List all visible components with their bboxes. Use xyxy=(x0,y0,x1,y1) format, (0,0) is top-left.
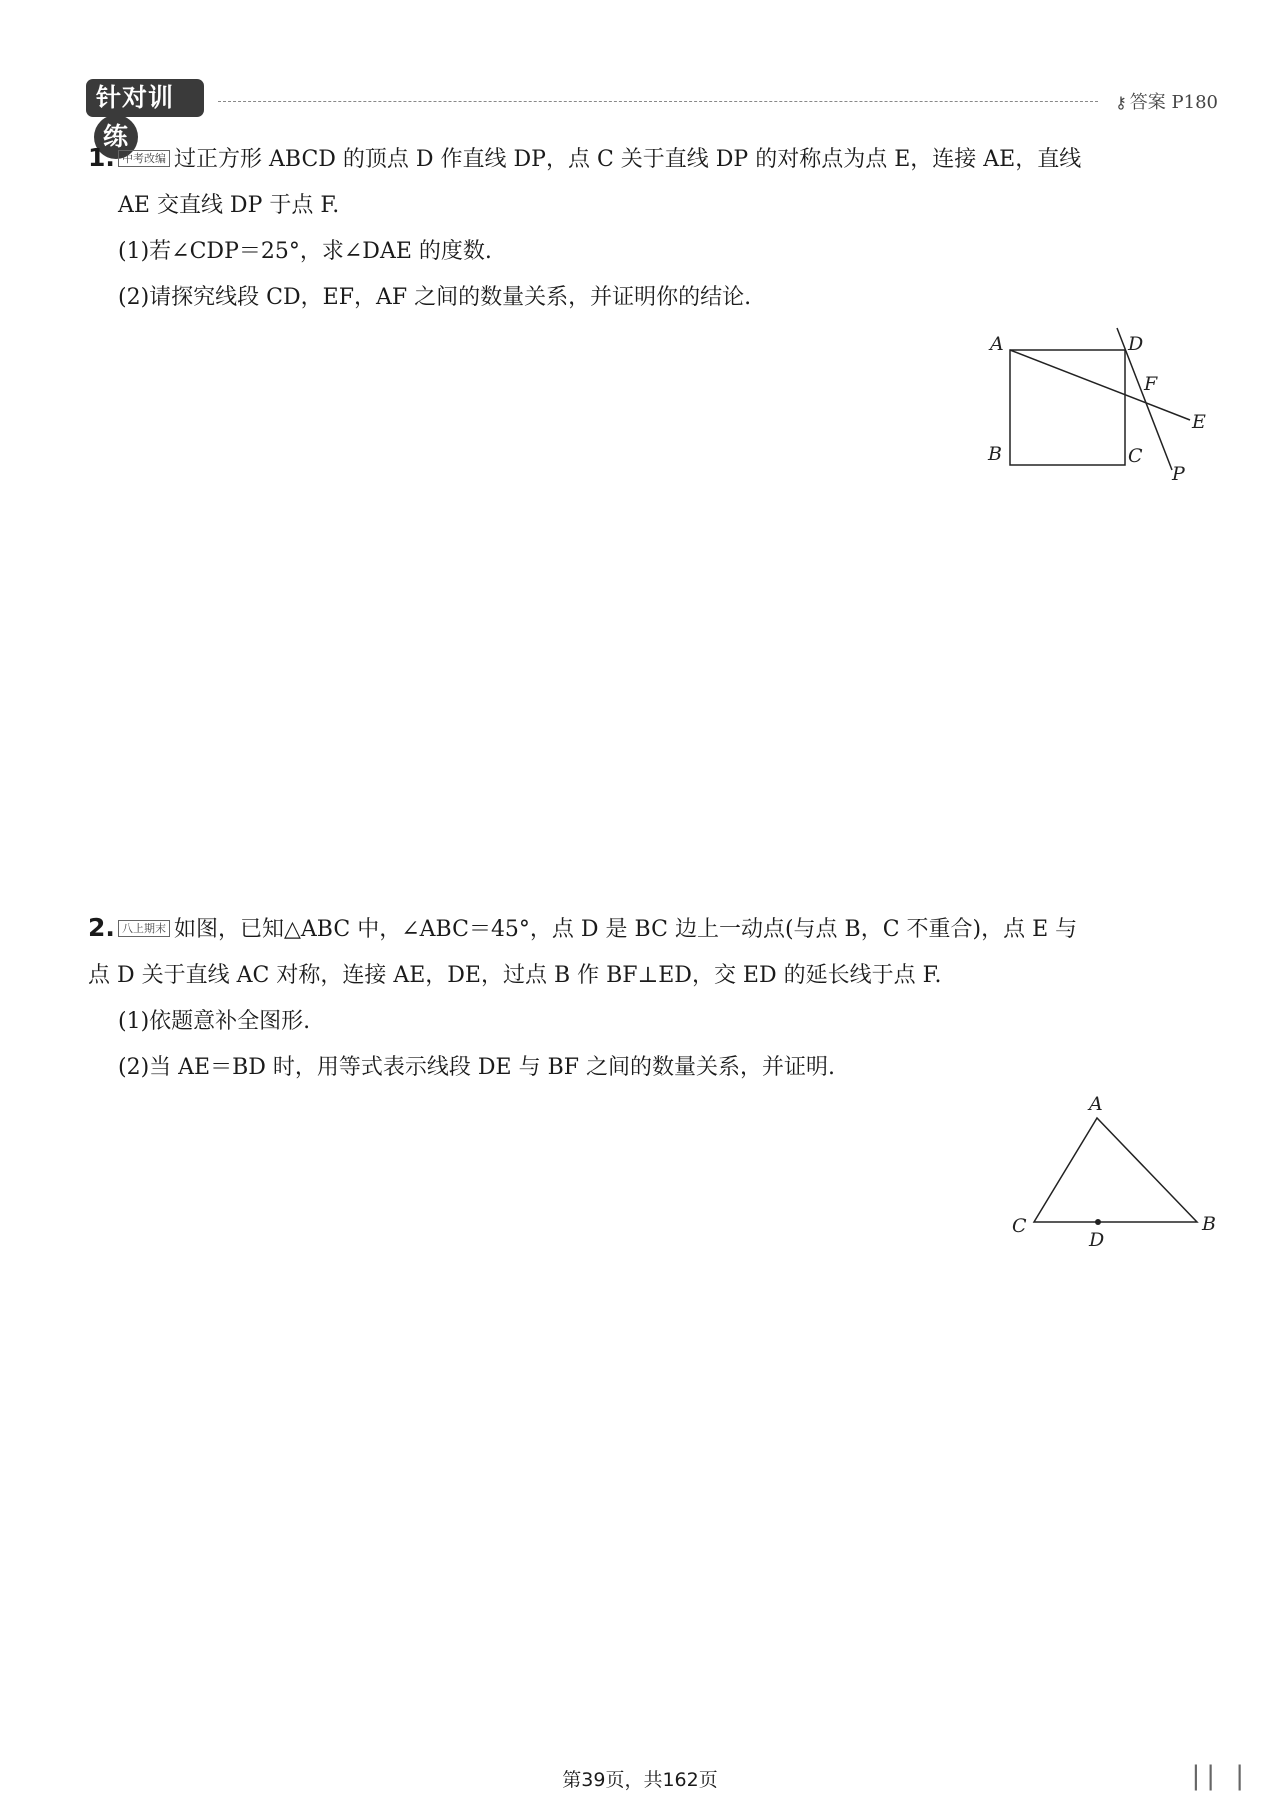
key-icon: ⚷ xyxy=(1115,93,1127,112)
square-abcd xyxy=(1010,350,1125,465)
problem-2-line-2: 点 D 关于直线 AC 对称，连接 AE，DE，过点 B 作 BF⊥ED，交 ED 的延长线于点 F. xyxy=(88,963,942,988)
problem-2-number: 2. xyxy=(88,913,115,942)
section-label-tail: 练 xyxy=(94,115,138,159)
label-f: F xyxy=(1144,373,1158,395)
label-c: C xyxy=(1012,1215,1027,1237)
label-p: P xyxy=(1172,463,1185,485)
problem-1-number: 1. xyxy=(88,143,115,172)
answer-reference xyxy=(1115,88,1218,114)
header-divider xyxy=(218,101,1098,102)
label-b: B xyxy=(1202,1213,1216,1235)
label-d: D xyxy=(1128,333,1144,355)
problem-1-part-1: (1)若∠CDP＝25°，求∠DAE 的度数. xyxy=(118,239,492,264)
answer-reference-text: 答案 P180 xyxy=(1129,92,1218,113)
label-c: C xyxy=(1128,445,1143,467)
line-ae xyxy=(1010,350,1190,420)
problem-2-source-tag: 八上期末 xyxy=(118,920,170,937)
problem-1-line-2: AE 交直线 DP 于点 F. xyxy=(118,193,340,218)
triangle-abc xyxy=(1034,1118,1197,1222)
problem-1 xyxy=(88,135,1228,321)
label-e: E xyxy=(1192,411,1206,433)
label-d: D xyxy=(1089,1229,1105,1251)
problem-1-part-2: (2)请探究线段 CD，EF，AF 之间的数量关系，并证明你的结论. xyxy=(118,285,752,310)
problem-2-figure xyxy=(1000,1090,1240,1260)
problem-2-part-2: (2)当 AE＝BD 时，用等式表示线段 DE 与 BF 之间的数量关系，并证明. xyxy=(118,1055,835,1080)
page-footer xyxy=(0,1761,1280,1792)
problem-2-line-1 xyxy=(88,905,1228,953)
problem-2 xyxy=(88,905,1228,1091)
problem-2-text-1: 如图，已知△ABC 中，∠ABC＝45°，点 D 是 BC 边上一动点(与点 B，C 不重合)，点 E 与 xyxy=(174,917,1078,942)
label-a: A xyxy=(1089,1093,1103,1115)
label-a: A xyxy=(990,333,1004,355)
section-label-main: 针对训 xyxy=(96,83,175,112)
problem-1-source-tag: 中考改编 xyxy=(118,150,170,167)
problem-1-figure xyxy=(980,320,1220,490)
label-b: B xyxy=(988,443,1002,465)
point-d xyxy=(1095,1219,1101,1225)
problem-1-text-1: 过正方形 ABCD 的顶点 D 作直线 DP，点 C 关于直线 DP 的对称点为点 E，连接 AE，直线 xyxy=(174,147,1082,172)
corner-marks: || | xyxy=(1191,1761,1250,1791)
problem-2-part-1: (1)依题意补全图形. xyxy=(118,1009,311,1034)
problem-1-line-1 xyxy=(88,135,1228,183)
section-label xyxy=(86,79,204,151)
page-number: 第39页，共162页 xyxy=(562,1769,718,1791)
